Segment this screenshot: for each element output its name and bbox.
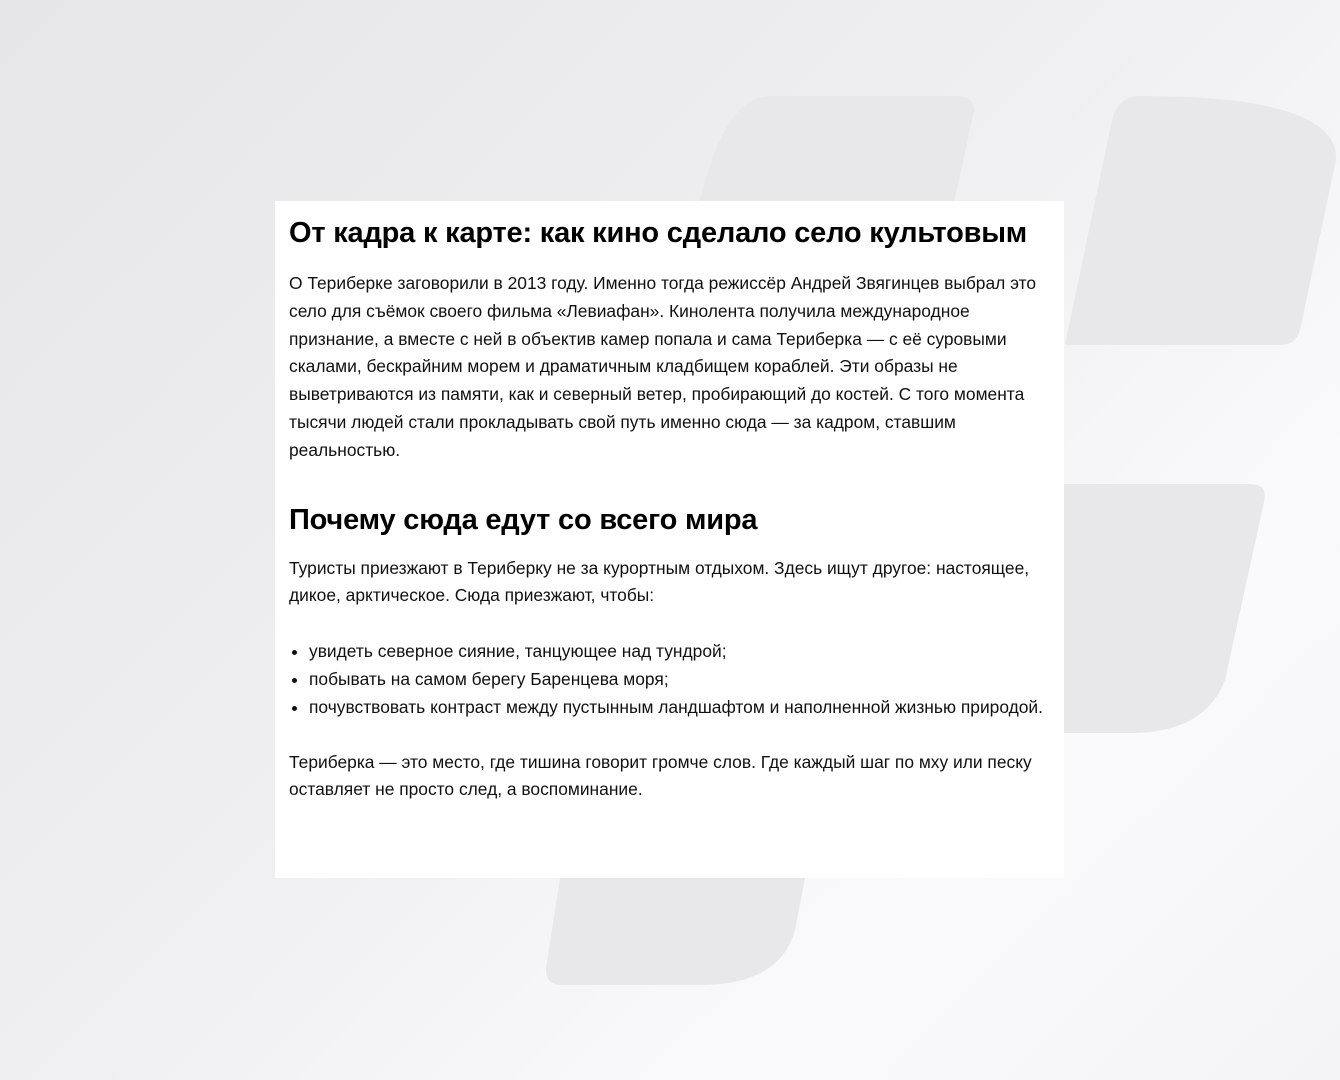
background-shape-left-lower: [546, 878, 805, 985]
article-paragraph-tourists: Туристы приезжают в Териберку не за курортным отдыхом. Здесь ищут другое: настоящее, дикое, арктическое. Сюда приезжают, чтобы:: [289, 557, 1030, 606]
list-item: • почувствовать контраст между пустынным ландшафтом и наполненной жизнью природой.: [309, 694, 1050, 722]
list-item: • увидеть северное сияние, танцующее над тундрой;: [309, 638, 1050, 666]
reasons-list: [289, 638, 1050, 721]
article-paragraph-film: О Териберке заговорили в 2013 году. Именно тогда режиссёр Андрей Звягинцев выбрал это село для съёмок своего фильма «Левиафан». Кинолента получила международное признание, а вместе с ней в объектив камер попала и сама Териберка — с её суровыми скалами, бескрайним морем и драматичным кладбищем кораблей. Эти образы не выветриваются из памяти, как и северный ветер, пробирающий до костей. С того момента тысячи людей стали прокладывать свой путь именно сюда — за кадром, ставшим реальностью.: [289, 273, 1037, 460]
article-paragraph-closing: Териберка — это место, где тишина говорит громче слов. Где каждый шаг по мху или песку оставляет не просто след, а воспоминание.: [289, 751, 1032, 800]
list-item: • побывать на самом берегу Баренцева моря;: [309, 666, 1050, 694]
article-heading-film: От кадра к карте: как кино сделало село культовым: [289, 217, 1028, 249]
background-shape-right-upper: [1065, 96, 1336, 345]
background-shape-right-lower: [1064, 484, 1265, 733]
article-card: [275, 201, 1064, 878]
article-heading-tourists: Почему сюда едут со всего мира: [289, 503, 758, 536]
